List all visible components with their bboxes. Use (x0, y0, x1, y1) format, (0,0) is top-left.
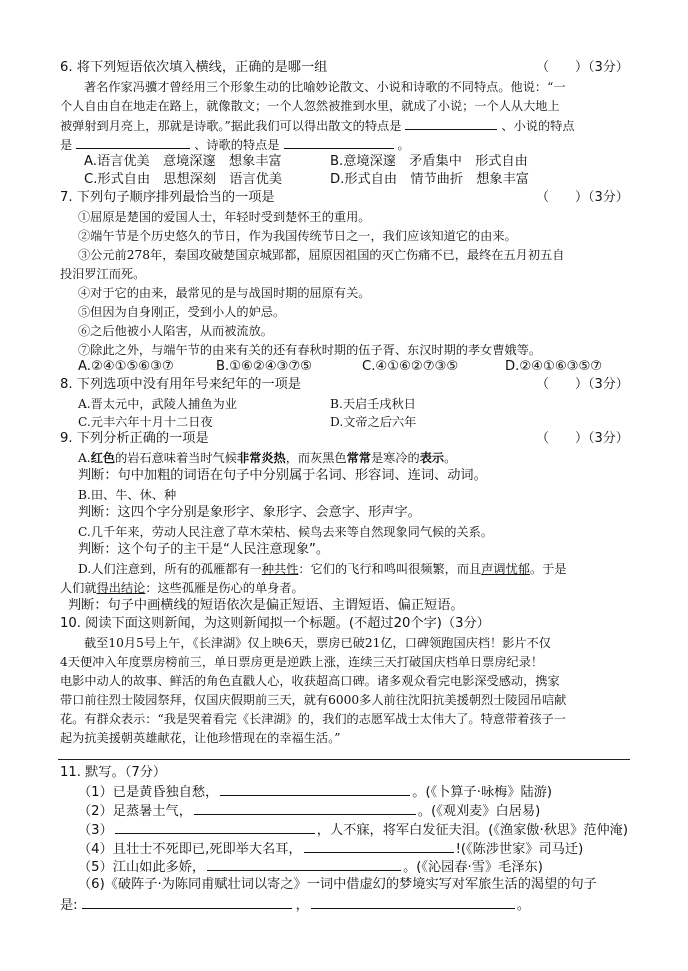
q10-answer-line[interactable] (58, 759, 630, 760)
q11-item-1: （1）已是黄昏独自愁， 。(《卜算子·咏梅》陆游) (78, 785, 553, 800)
q9-option-c[interactable]: C.几千年来，劳动人民注意了草木荣枯、候鸟去来等自然现象同气候的关系。 (78, 525, 493, 539)
q11-blank-2[interactable] (194, 802, 416, 815)
q6-stem: 6. 将下列短语依次填入横线，正确的是哪一组 (60, 60, 328, 75)
q6-blank-3[interactable] (284, 136, 394, 149)
q6-passage-line-4: 是 、诗歌的特点是 。 (60, 138, 410, 152)
q6-passage-line-3: 被弹射到月亮上，那就是诗歌。”据此我们可以得出散文的特点是 、小说的特点 (60, 119, 575, 133)
q10-news-line-3: 电影中动人的故事、鲜活的角色直戳人心，收获超高口碑。诸多观众看完电影深受感动，携家 (60, 674, 560, 688)
q10-news-line-1: 截至10月5号上午，《长津湖》仅上映6天，票房已破21亿，口碑领跑国庆档！影片不仅 (84, 636, 551, 650)
q11-stem: 11. 默写。（7分） (60, 765, 167, 780)
q11-item-6-answer: 是: ， 。 (60, 898, 531, 913)
q6-blank-1[interactable] (405, 117, 497, 130)
q11-item-2: （2）足蒸暑土气， 。(《观刈麦》白居易) (78, 804, 541, 819)
q8-option-a[interactable]: A.晋太元中，武陵人捕鱼为业 (78, 397, 237, 411)
q11-blank-5[interactable] (207, 858, 401, 871)
q7-sentence-1: ①屈原是楚国的爱国人士，年轻时受到楚怀王的重用。 (78, 210, 371, 224)
q9-option-a[interactable]: A.红色的岩石意味着当时气候非常炎热，而灰黑色常常是寒冷的表示。 (78, 451, 457, 465)
q11-blank-3[interactable] (115, 821, 315, 834)
q8-score: （ ）（3分） (536, 377, 629, 392)
q10-news-line-6: 起为抗美援朝英雄献花，让他珍惜现在的幸福生活。” (60, 731, 341, 745)
q11-item-3: （3） ，人不寐，将军白发征夫泪。(《渔家傲·秋思》范仲淹) (78, 823, 628, 838)
q6-passage-line-2: 个人自由自在地走在路上，就像散文；一个人忽然被推到水里，就成了小说；一个人从大地上 (60, 99, 560, 113)
q9-stem: 9. 下列分析正确的一项是 (60, 431, 209, 446)
q7-option-a[interactable]: A.②④①⑤⑥③⑦ (78, 359, 174, 374)
q10-news-line-2: 4天便冲入年度票房榜前三，单日票房更是逆跌上涨，连续三天打破国庆档单日票房纪录！ (60, 655, 544, 669)
q9-c-judgement: 判断：这个句子的主干是“人民注意现象”。 (78, 542, 330, 557)
q6-option-c[interactable]: C.形式自由 思想深刻 语言优美 (84, 172, 283, 187)
q9-b-judgement: 判断：这四个字分别是象形字、象形字、会意字、形声字。 (78, 505, 421, 520)
q7-score: （ ）（3分） (536, 190, 629, 205)
q6-option-b[interactable]: B.意境深邃 矛盾集中 形式自由 (330, 154, 528, 169)
q6-option-a[interactable]: A.语言优美 意境深邃 想象丰富 (84, 154, 282, 169)
q11-item-4: （4）且壮士不死即已,死即举大名耳， !(《陈涉世家》司马迁) (78, 842, 584, 857)
q11-item-5: （5）江山如此多娇， 。(《沁园春·雪》毛泽东) (78, 860, 543, 875)
q10-news-line-4: 带口前往烈士陵园祭拜，仅国庆假期前三天，就有6000多人前往沈阳抗美援朝烈士陵园吊唁献 (60, 693, 567, 707)
q9-a-judgement: 判断：句中加粗的词语在句子中分别属于名词、形容词、连词、动词。 (78, 468, 487, 483)
q6-blank-2[interactable] (76, 136, 190, 149)
q9-d-judgement: 判断：句子中画横线的短语依次是偏正短语、主谓短语、偏正短语。 (68, 598, 464, 613)
q10-stem: 10. 阅读下面这则新闻，为这则新闻拟一个标题。(不超过20个字)（3分） (60, 616, 490, 631)
q11-blank-1[interactable] (220, 783, 410, 796)
q7-option-c[interactable]: C.④①⑥②⑦③⑤ (362, 359, 459, 374)
q11-blank-6a[interactable] (82, 896, 292, 909)
q6-passage-line-1: 著名作家冯骥才曾经用三个形象生动的比喻妙论散文、小说和诗歌的不同特点。他说：“一 (84, 80, 566, 94)
q7-stem: 7. 下列句子顺序排列最恰当的一项是 (60, 190, 275, 205)
q7-option-d[interactable]: D.②④①⑥③⑤⑦ (505, 359, 603, 374)
q7-sentence-3: ③公元前278年，秦国攻破楚国京城郢都，屈原因祖国的灭亡伤痛不已，最终在五月初五自 (78, 248, 565, 262)
q7-option-b[interactable]: B.①⑥②④③⑦⑤ (216, 359, 312, 374)
q9-option-d[interactable]: D.人们注意到，所有的孤雁都有一种共性：它们的飞行和鸣叫很频繁，而且声调忧郁。于是 (78, 562, 567, 576)
q7-sentence-6: ⑥之后他被小人陷害，从而被流放。 (78, 324, 273, 338)
q7-sentence-2: ②端午节是个历史悠久的节日，作为我国传统节日之一，我们应该知道它的由来。 (78, 229, 517, 243)
q9-option-b[interactable]: B.田、牛、休、种 (78, 488, 177, 502)
q6-score: （ ）（3分） (536, 60, 629, 75)
q8-option-c[interactable]: C.元丰六年十月十二日夜 (78, 415, 213, 429)
q8-option-b[interactable]: B.天启壬戌秋日 (330, 397, 416, 411)
q8-option-d[interactable]: D.文帝之后六年 (330, 415, 417, 429)
q9-option-d-cont: 人们就得出结论：这些孤雁是伤心的单身者。 (60, 581, 304, 595)
q7-sentence-3-cont: 投汨罗江而死。 (60, 267, 146, 281)
q7-sentence-4: ④对于它的由来，最常见的是与战国时期的屈原有关。 (78, 286, 371, 300)
q10-news-line-5: 花。有群众表示：“我是哭着看完《长津湖》的，我们的志愿军战士太伟大了。特意带着孩子一 (60, 712, 566, 726)
q11-item-6: （6)《破阵子·为陈同甫赋壮词以寄之》一词中借虚幻的梦境实写对军旅生活的渴望的句子 (78, 877, 597, 892)
q7-sentence-7: ⑦除此之外，与端午节的由来有关的还有春秋时期的伍子胥、东汉时期的孝女曹娥等。 (78, 343, 542, 357)
q7-sentence-5: ⑤但因为自身刚正，受到小人的妒忌。 (78, 305, 286, 319)
q8-stem: 8. 下列选项中没有用年号来纪年的一项是 (60, 377, 301, 392)
q6-option-d[interactable]: D.形式自由 情节曲折 想象丰富 (330, 172, 529, 187)
q11-blank-6b[interactable] (311, 896, 515, 909)
q11-blank-4[interactable] (304, 840, 454, 853)
q9-score: （ ）（3分） (536, 431, 629, 446)
